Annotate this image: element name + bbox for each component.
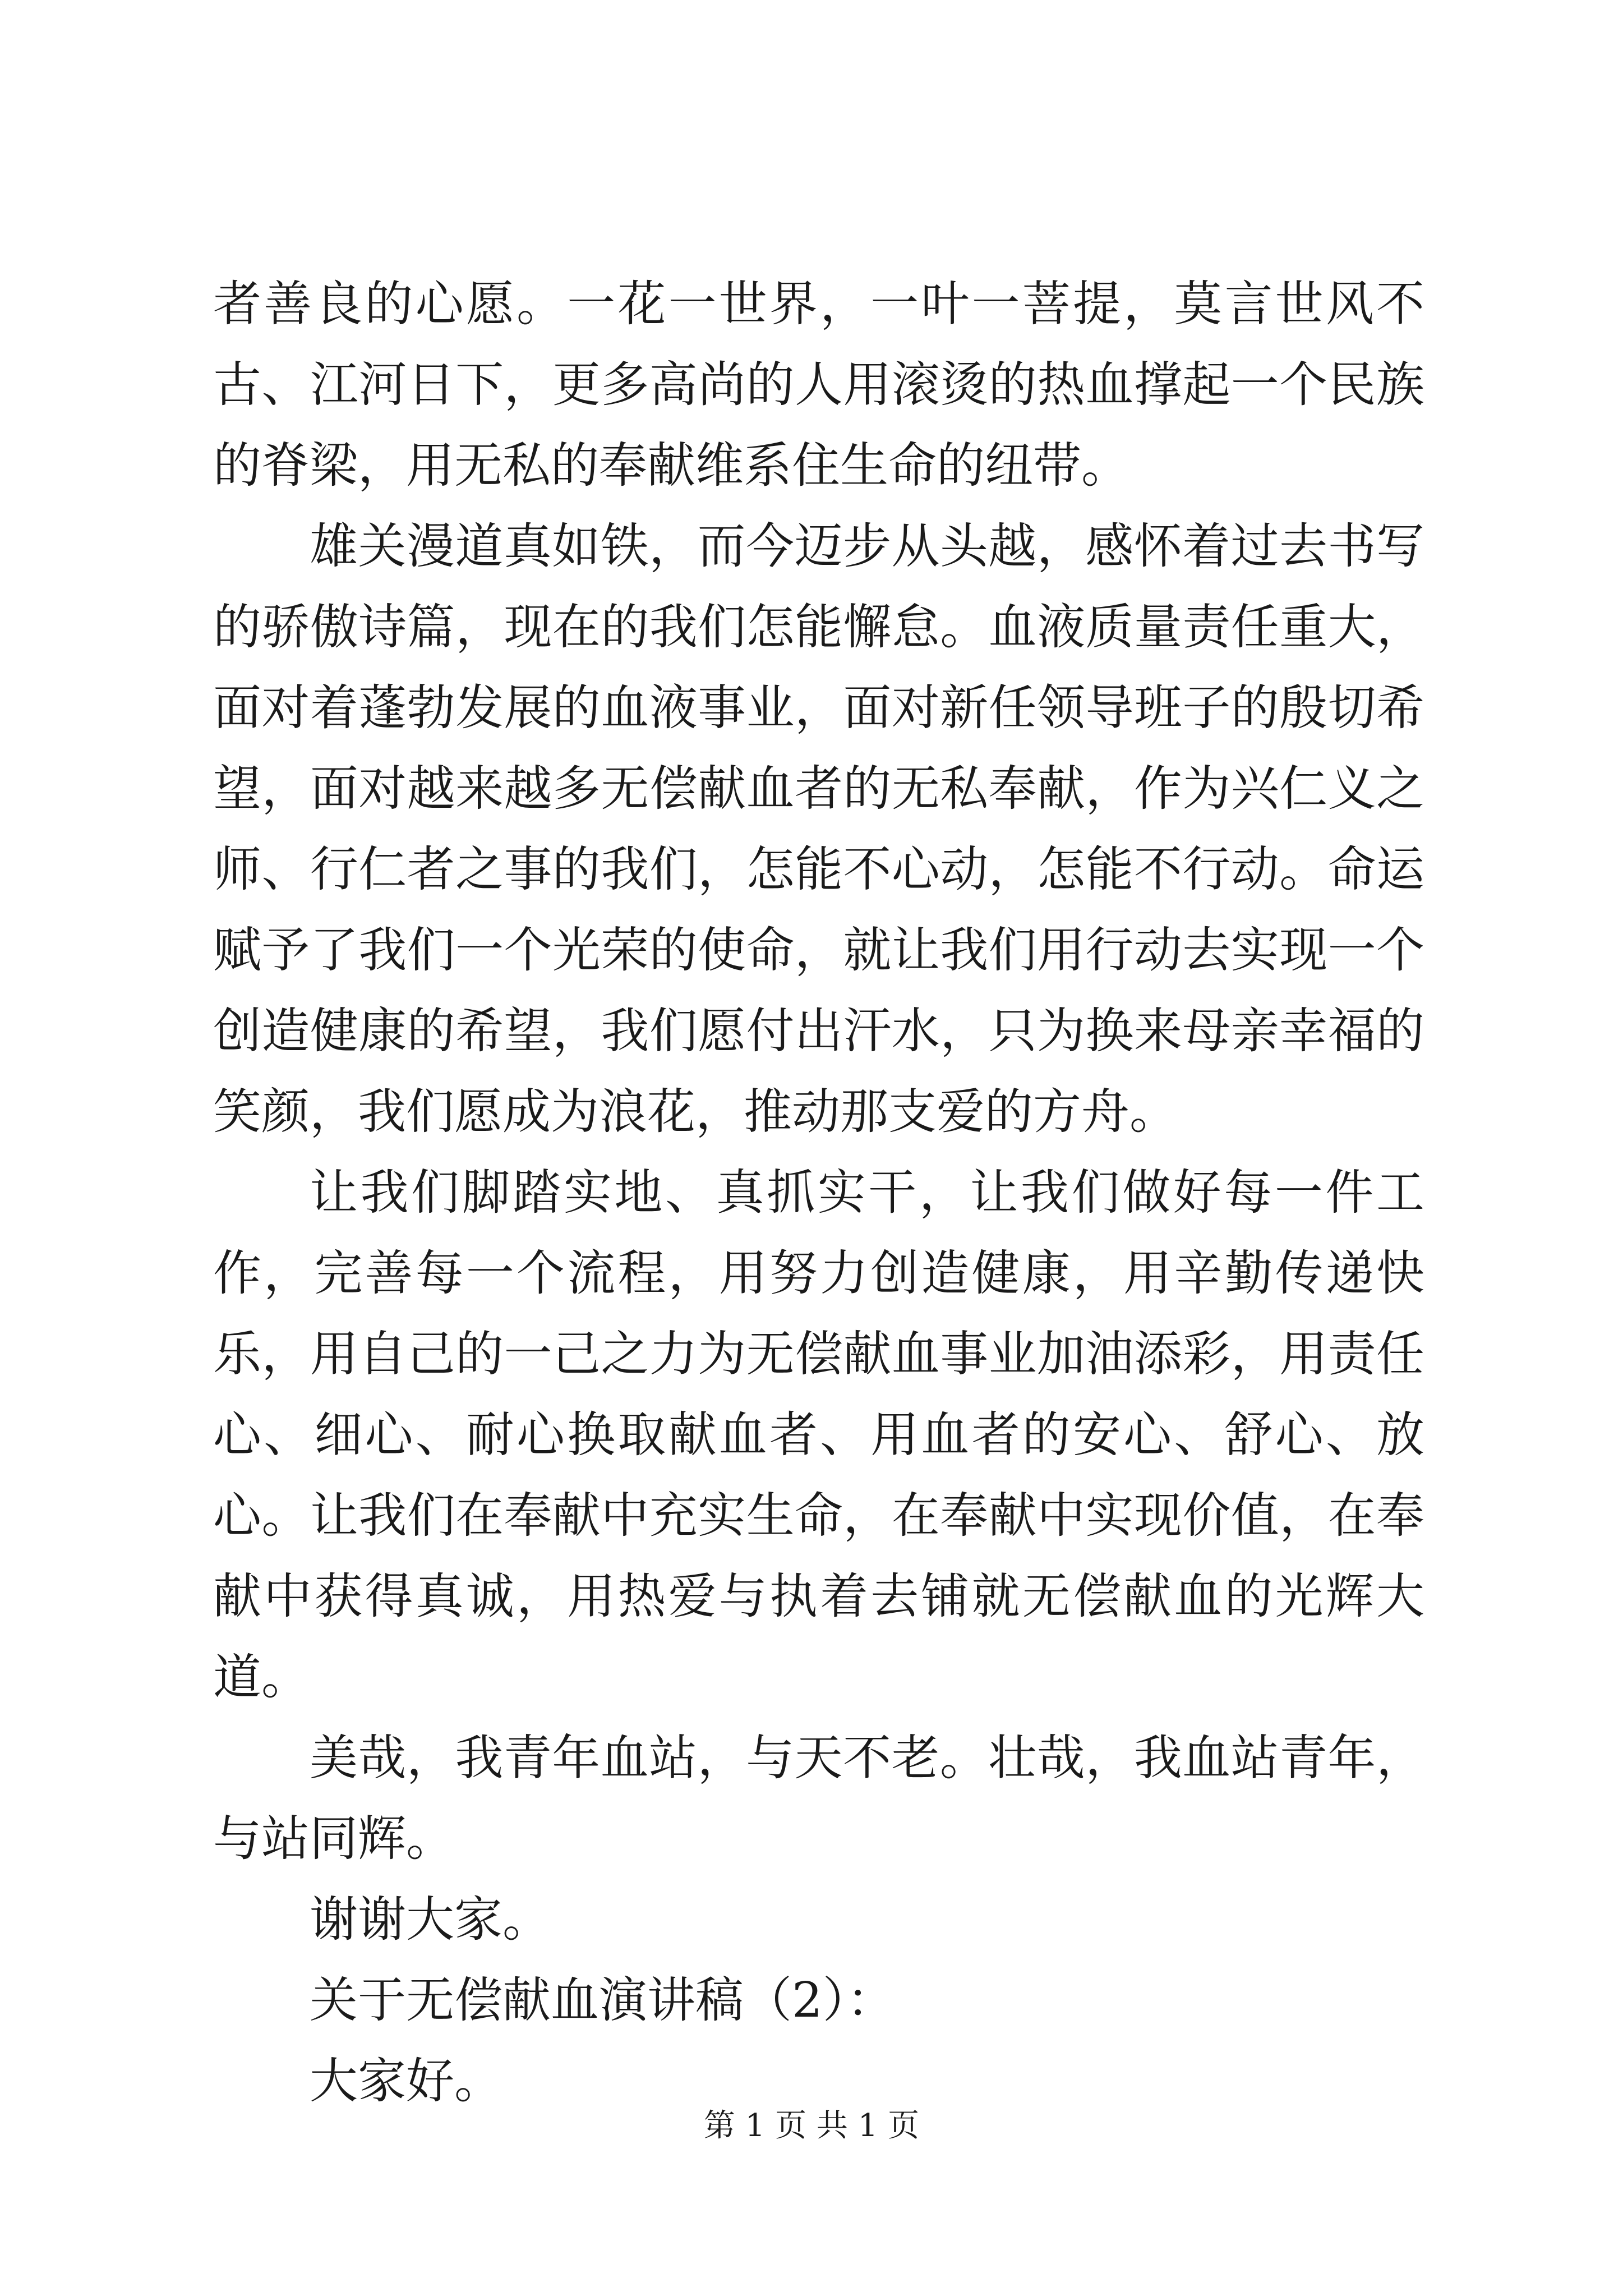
paragraph-4: 美哉，我青年血站，与天不老。壮哉，我血站青年，与站同辉。 <box>213 1730 1424 1867</box>
paragraph-2: 雄关漫道真如铁，而今迈步从头越，感怀着过去书写的骄傲诗篇，现在的我们怎能懈怠。血液质量责任重大，面对着蓬勃发展的血液事业，面对新任领导班子的殷切希望，面对越来越多无偿献血者的无私奉献，作为兴仁义之师、行仁者之事的我们，怎能不心动，怎能不行动。命运赋予了我们一个光荣的使命，就让我们用行动去实现一个创造健康的希望，我们愿付出汗水，只为换来母亲幸福的笑颜，我们愿成为浪花，推动那支爱的方舟。 <box>213 518 1424 1140</box>
paragraph-1: 者善良的心愿。一花一世界，一叶一菩提，莫言世风不古、江河日下，更多高尚的人用滚烫的热血撑起一个民族的脊梁，用无私的奉献维系住生命的纽带。 <box>213 276 1424 494</box>
paragraph-7: 大家好。 <box>310 2053 502 2109</box>
page-footer: 第 1 页 共 1 页 <box>703 2108 920 2144</box>
paragraph-3: 让我们脚踏实地、真抓实干，让我们做好每一件工作，完善每一个流程，用努力创造健康，用辛勤传递快乐，用自己的一己之力为无偿献血事业加油添彩，用责任心、细心、耐心换取献血者、用血者的安心、舒心、放心。让我们在奉献中充实生命，在奉献中实现价值，在奉献中获得真诚，用热爱与执着去铺就无偿献血的光辉大道。 <box>213 1165 1424 1705</box>
document-body <box>213 264 1424 2122</box>
paragraph-5: 谢谢大家。 <box>310 1892 551 1948</box>
paragraph-6: 关于无偿献血演讲稿（2）： <box>310 1972 895 2028</box>
